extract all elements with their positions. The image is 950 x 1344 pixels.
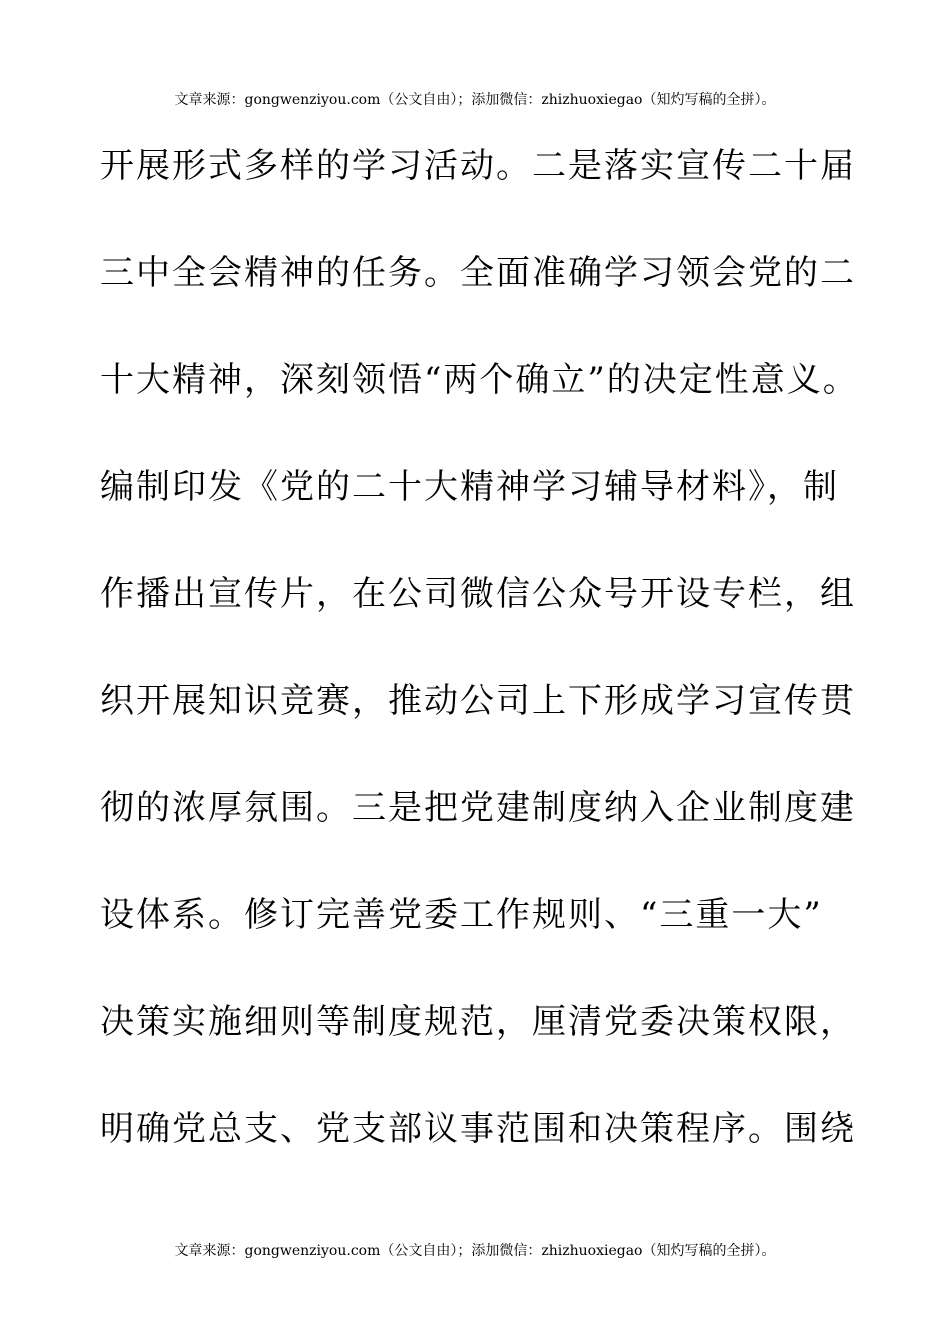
body-line-8: 设体系。修订完善党委工作规则、“三重一大” (100, 895, 823, 935)
body-line-6: 织开展知识竞赛，推动公司上下形成学习宣传贯 (100, 681, 856, 721)
body-line-10: 明确党总支、党支部议事范围和决策程序。围绕 (100, 1109, 856, 1149)
body-line-7: 彻的浓厚氛围。三是把党建制度纳入企业制度建 (100, 788, 856, 828)
body-line-1: 开展形式多样的学习活动。二是落实宣传二十届 (100, 146, 856, 186)
header-source-text: 文章来源：gongwenziyou.com（公文自由）；添加微信：zhizhuoxiegao（知灼写稿的全拼）。 (174, 92, 776, 108)
footer-source-text: 文章来源：gongwenziyou.com（公文自由）；添加微信：zhizhuoxiegao（知灼写稿的全拼）。 (174, 1243, 776, 1259)
document-body (100, 140, 860, 1210)
body-line-3: 十大精神，深刻领悟“两个确立”的决定性意义。 (100, 360, 859, 400)
body-line-5: 作播出宣传片，在公司微信公众号开设专栏，组 (100, 574, 856, 614)
body-line-2: 三中全会精神的任务。全面准确学习领会党的二 (100, 253, 856, 293)
page-header (0, 90, 950, 110)
body-line-9: 决策实施细则等制度规范，厘清党委决策权限， (100, 1002, 856, 1042)
page-footer (0, 1241, 950, 1261)
body-line-4: 编制印发《党的二十大精神学习辅导材料》，制 (100, 467, 839, 507)
